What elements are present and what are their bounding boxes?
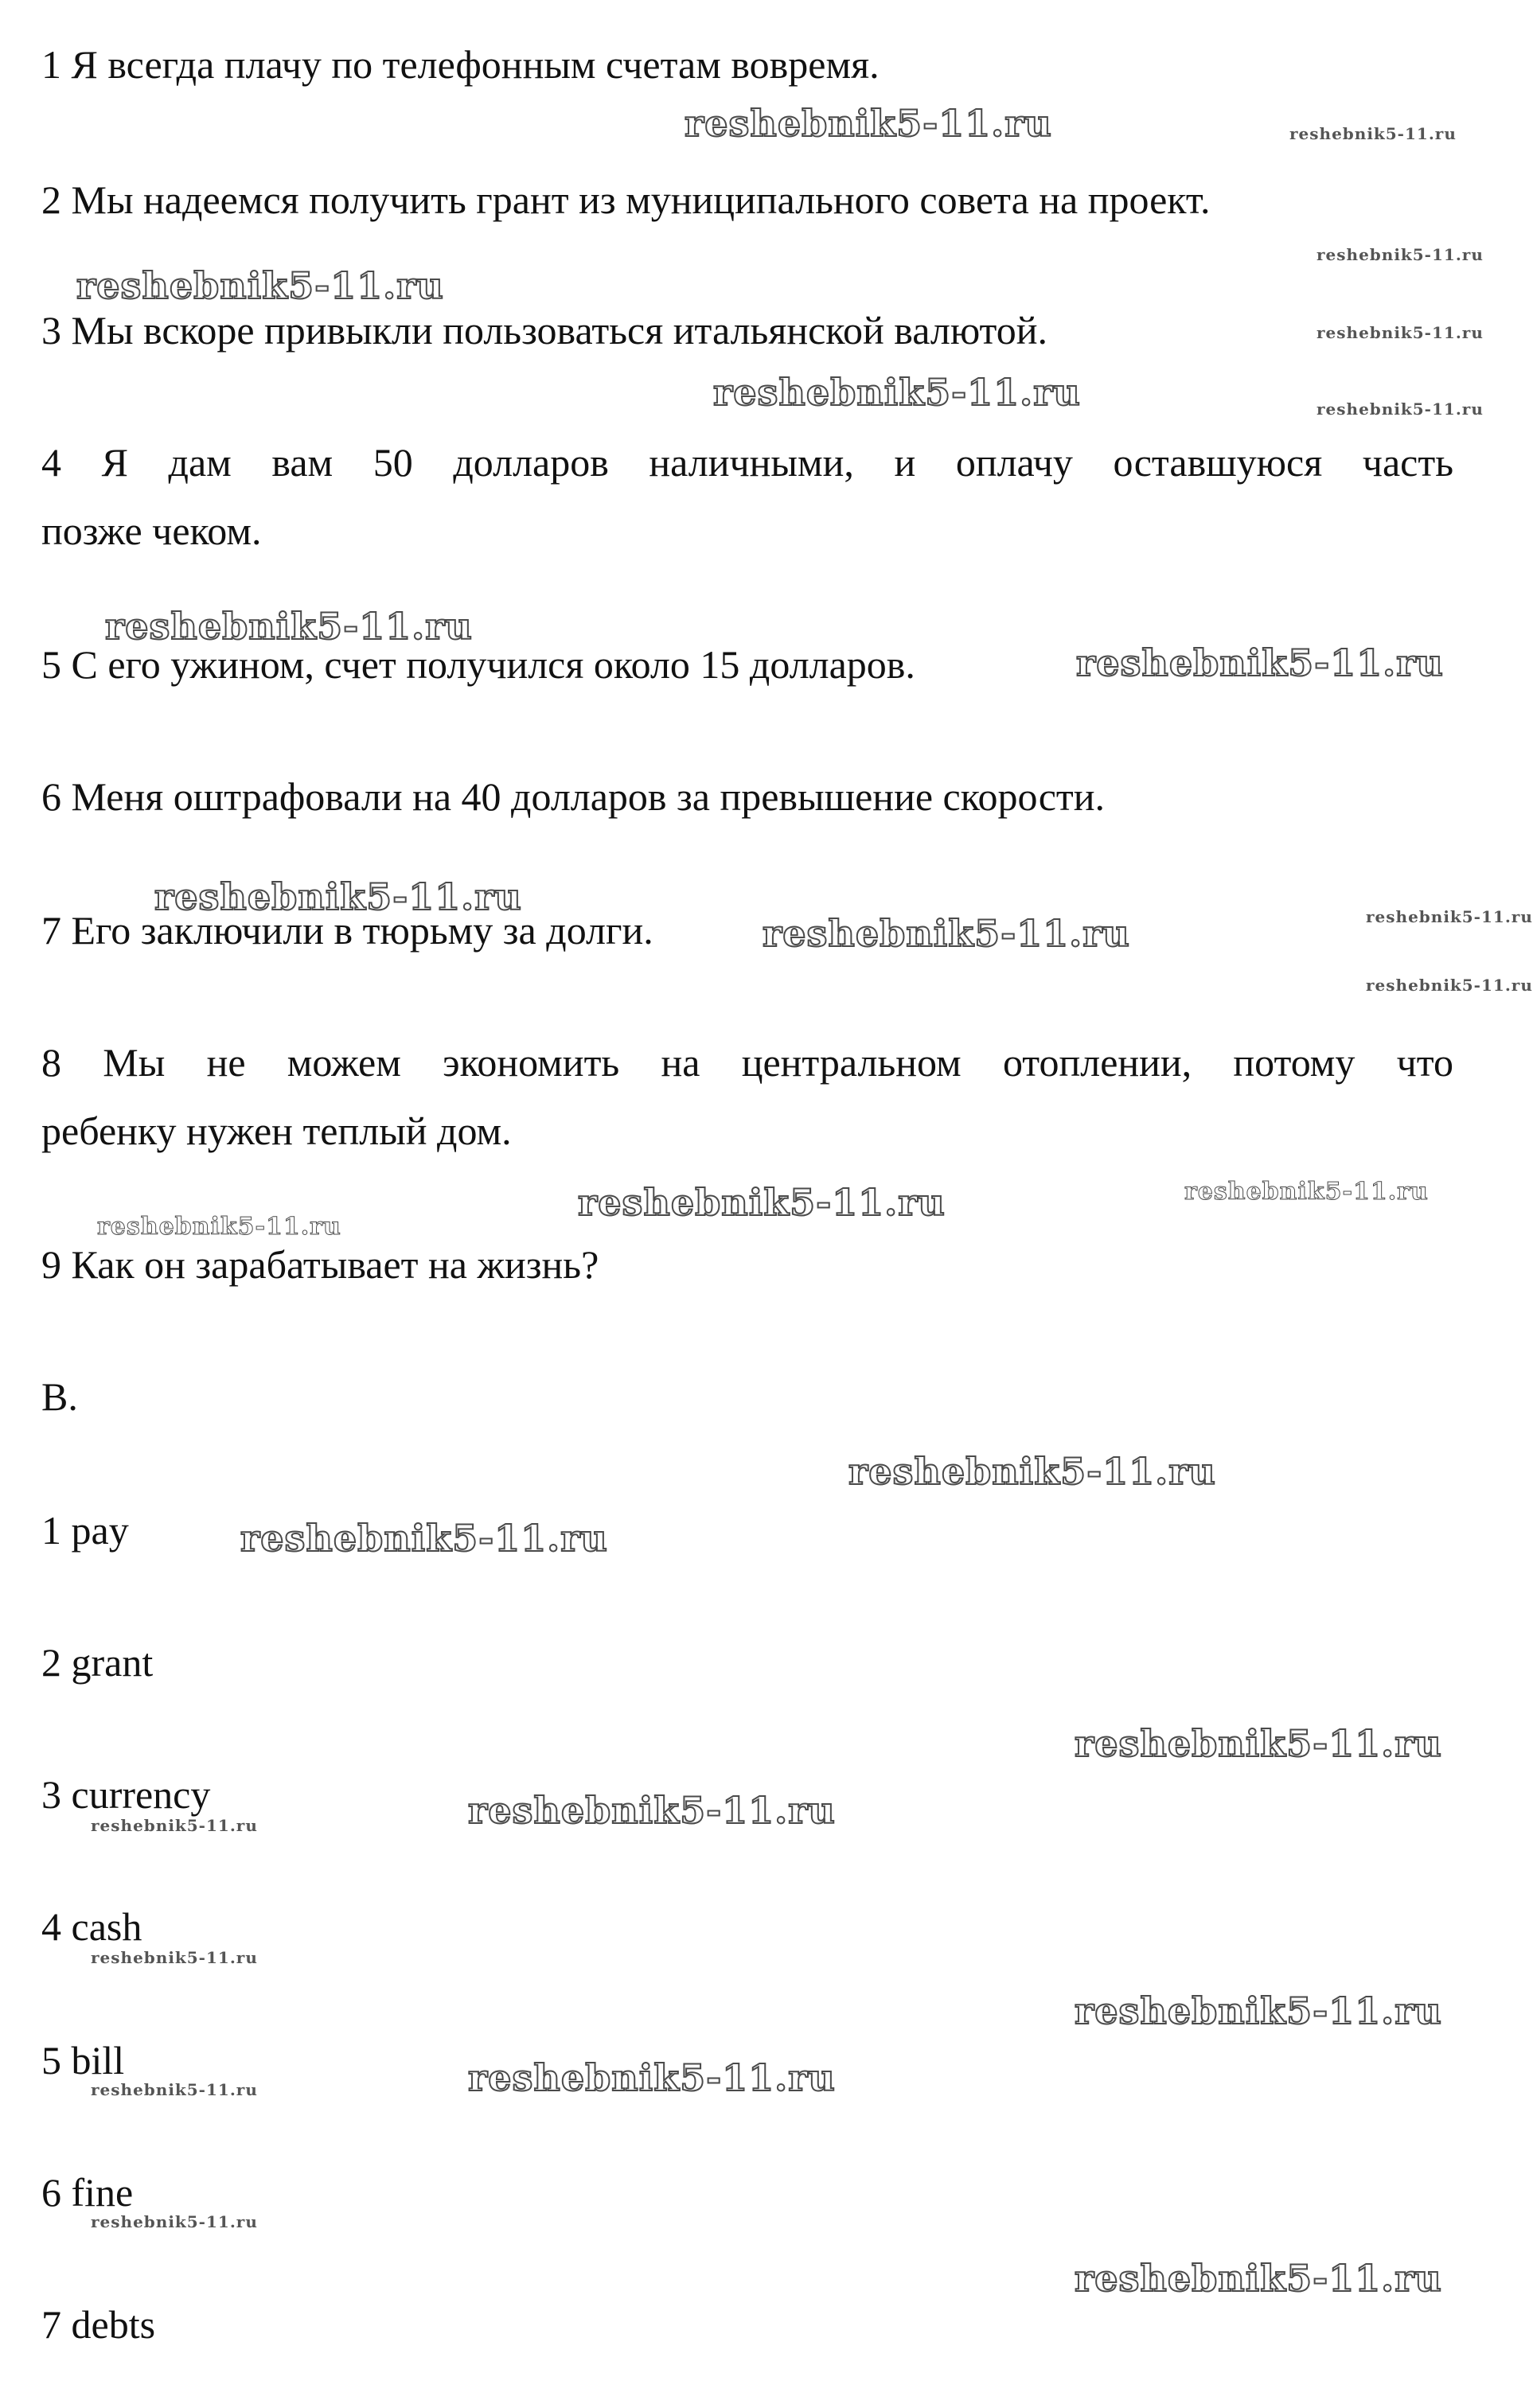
sentence-4-line-2: позже чеком. — [41, 508, 262, 553]
watermark: reshebnik5-11.ru — [91, 1816, 258, 1835]
watermark: reshebnik5-11.ru — [154, 875, 522, 918]
part-b-heading: B. — [41, 1374, 78, 1419]
sentence-1: 1 Я всегда плачу по телефонным счетам вовремя. — [41, 42, 880, 87]
answer-4: 4 cash — [41, 1904, 142, 1949]
watermark: reshebnik5-11.ru — [105, 605, 473, 648]
sentence-2: 2 Мы надеемся получить грант из муниципального совета на проект. — [41, 177, 1211, 222]
watermark: reshebnik5-11.ru — [91, 2212, 258, 2231]
sentence-4-line-1: 4 Я дам вам 50 долларов наличными, и оплачу оставшуюся часть — [41, 440, 1453, 485]
watermark: reshebnik5-11.ru — [1076, 641, 1444, 684]
answer-5: 5 bill — [41, 2038, 125, 2083]
answer-2: 2 grant — [41, 1640, 154, 1685]
answer-7: 7 debts — [41, 2302, 156, 2347]
watermark: reshebnik5-11.ru — [1317, 323, 1484, 342]
watermark: reshebnik5-11.ru — [91, 2080, 258, 2099]
watermark: reshebnik5-11.ru — [763, 912, 1130, 955]
sentence-9: 9 Как он зарабатывает на жизнь? — [41, 1242, 599, 1287]
watermark: reshebnik5-11.ru — [1366, 976, 1533, 995]
sentence-5: 5 С его ужином, счет получился около 15 долларов. — [41, 642, 915, 687]
sentence-8-line-1: 8 Мы не можем экономить на центральном отоплении, потому что — [41, 1040, 1453, 1085]
watermark: reshebnik5-11.ru — [1075, 1989, 1442, 2032]
answer-1: 1 pay — [41, 1508, 129, 1553]
watermark: reshebnik5-11.ru — [1317, 399, 1484, 419]
watermark: reshebnik5-11.ru — [848, 1450, 1216, 1493]
watermark: reshebnik5-11.ru — [713, 371, 1081, 414]
watermark: reshebnik5-11.ru — [1075, 2257, 1442, 2300]
watermark: reshebnik5-11.ru — [468, 2056, 836, 2099]
watermark: reshebnik5-11.ru — [1184, 1178, 1429, 1206]
watermark: reshebnik5-11.ru — [1366, 907, 1533, 926]
watermark: reshebnik5-11.ru — [1317, 245, 1484, 264]
sentence-6: 6 Меня оштрафовали на 40 долларов за превышение скорости. — [41, 774, 1106, 819]
watermark: reshebnik5-11.ru — [240, 1517, 608, 1560]
watermark: reshebnik5-11.ru — [578, 1181, 946, 1224]
watermark: reshebnik5-11.ru — [76, 264, 444, 307]
watermark: reshebnik5-11.ru — [468, 1789, 836, 1832]
answer-6: 6 fine — [41, 2170, 134, 2215]
watermark: reshebnik5-11.ru — [91, 1948, 258, 1967]
watermark: reshebnik5-11.ru — [1075, 1722, 1442, 1765]
watermark: reshebnik5-11.ru — [1289, 124, 1457, 143]
sentence-3: 3 Мы вскоре привыкли пользоваться итальянской валютой. — [41, 308, 1047, 353]
sentence-7: 7 Его заключили в тюрьму за долги. — [41, 908, 653, 953]
answer-3: 3 currency — [41, 1772, 211, 1817]
watermark: reshebnik5-11.ru — [685, 102, 1052, 145]
sentence-8-line-2: ребенку нужен теплый дом. — [41, 1109, 512, 1153]
watermark: reshebnik5-11.ru — [97, 1213, 341, 1241]
